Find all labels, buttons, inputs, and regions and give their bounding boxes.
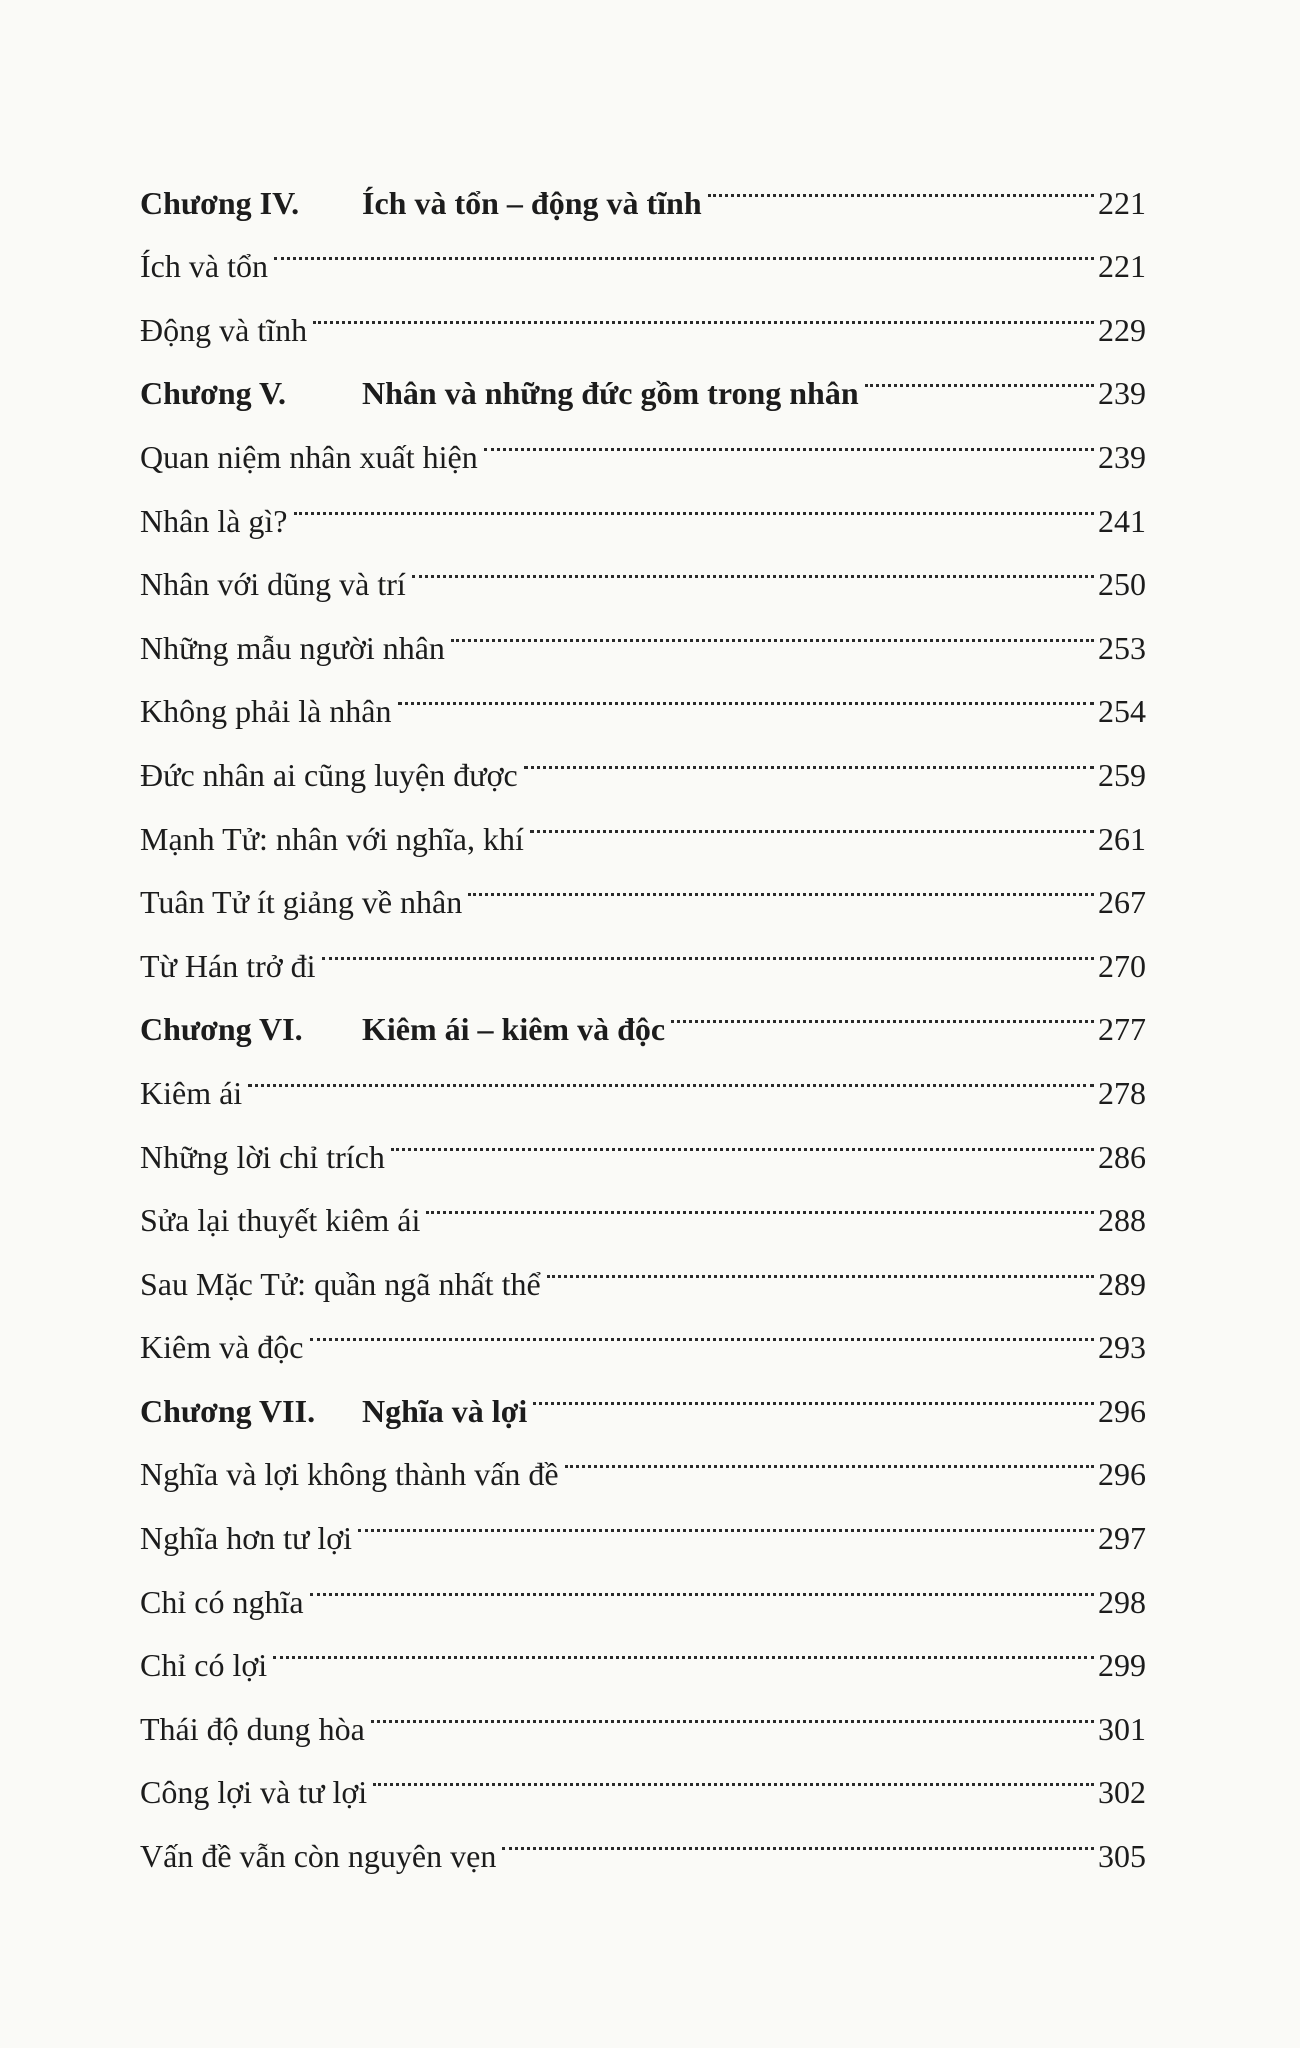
page-number: 305 xyxy=(1098,1838,1146,1875)
chapter-title: Ích và tổn – động và tĩnh xyxy=(362,184,702,221)
page-number: 293 xyxy=(1098,1329,1146,1366)
section-title: Mạnh Tử: nhân với nghĩa, khí xyxy=(140,820,524,857)
page-number: 288 xyxy=(1098,1202,1146,1239)
page-number: 296 xyxy=(1098,1392,1146,1429)
dot-leader xyxy=(671,977,1096,1041)
page-number: 239 xyxy=(1098,375,1146,412)
dot-leader xyxy=(398,659,1097,723)
dot-leader xyxy=(426,1168,1096,1232)
page-number: 221 xyxy=(1098,248,1146,285)
chapter-title: Kiêm ái – kiêm và độc xyxy=(362,1011,666,1048)
dot-leader xyxy=(294,468,1097,532)
dot-leader xyxy=(313,277,1096,341)
page-number: 250 xyxy=(1098,566,1146,603)
dot-leader xyxy=(248,1040,1096,1104)
section-title: Động và tĩnh xyxy=(140,311,308,348)
page-number: 259 xyxy=(1098,756,1146,793)
section-title: Từ Hán trở đi xyxy=(140,947,316,984)
section-title: Kiêm và độc xyxy=(140,1329,304,1366)
page-number: 241 xyxy=(1098,502,1146,539)
dot-leader xyxy=(533,1358,1096,1422)
page-number: 301 xyxy=(1098,1710,1146,1747)
page-number: 270 xyxy=(1098,947,1146,984)
toc-section-row xyxy=(140,1676,1146,1747)
section-title: Kiêm ái xyxy=(140,1074,243,1111)
section-title: Công lợi và tư lợi xyxy=(140,1774,368,1811)
dot-leader xyxy=(310,1549,1096,1613)
section-title: Những lời chỉ trích xyxy=(140,1138,385,1175)
dot-leader xyxy=(371,1676,1096,1740)
section-title: Những mẫu người nhân xyxy=(140,629,445,666)
section-title: Nhân là gì? xyxy=(140,502,288,539)
toc-section-row xyxy=(140,1613,1146,1684)
dot-leader xyxy=(565,1422,1096,1486)
dot-leader xyxy=(547,1231,1096,1295)
chapter-label: Chương VII. xyxy=(140,1392,316,1429)
dot-leader xyxy=(310,1295,1097,1359)
page-number: 299 xyxy=(1098,1647,1146,1684)
page-number: 253 xyxy=(1098,629,1146,666)
page-number: 261 xyxy=(1098,820,1146,857)
section-title: Chỉ có lợi xyxy=(140,1647,268,1684)
page-number: 286 xyxy=(1098,1138,1146,1175)
section-title: Đức nhân ai cũng luyện được xyxy=(140,756,518,793)
section-title: Quan niệm nhân xuất hiện xyxy=(140,438,478,475)
dot-leader xyxy=(273,1613,1096,1677)
section-title: Nghĩa hơn tư lợi xyxy=(140,1520,353,1557)
dot-leader xyxy=(391,1104,1096,1168)
dot-leader xyxy=(708,150,1096,214)
toc-section-row xyxy=(140,277,1146,348)
page-number: 254 xyxy=(1098,693,1146,730)
chapter-label: Chương V. xyxy=(140,375,287,412)
page-number: 239 xyxy=(1098,438,1146,475)
toc-section-row xyxy=(140,1040,1146,1111)
page-number: 278 xyxy=(1098,1074,1146,1111)
toc-section-row xyxy=(140,214,1146,285)
page-number: 229 xyxy=(1098,311,1146,348)
section-title: Sửa lại thuyết kiêm ái xyxy=(140,1202,421,1239)
chapter-label: Chương VI. xyxy=(140,1011,303,1048)
chapter-title: Nhân và những đức gồm trong nhân xyxy=(362,375,859,412)
chapter-title: Nghĩa và lợi xyxy=(362,1392,528,1429)
table-of-contents xyxy=(140,150,1146,1875)
section-title: Sau Mặc Tử: quần ngã nhất thể xyxy=(140,1265,541,1302)
dot-leader xyxy=(358,1485,1096,1549)
dot-leader xyxy=(451,595,1096,659)
page-number: 297 xyxy=(1098,1520,1146,1557)
section-title: Nghĩa và lợi không thành vấn đề xyxy=(140,1456,559,1493)
page-number: 298 xyxy=(1098,1583,1146,1620)
dot-leader xyxy=(322,913,1096,977)
dot-leader xyxy=(524,722,1096,786)
page-number: 267 xyxy=(1098,884,1146,921)
section-title: Vấn đề vẫn còn nguyên vẹn xyxy=(140,1838,497,1875)
section-title: Ích và tổn xyxy=(140,248,268,285)
toc-chapter-row xyxy=(140,150,1146,221)
page-number: 296 xyxy=(1098,1456,1146,1493)
chapter-label: Chương IV. xyxy=(140,184,300,221)
section-title: Thái độ dung hòa xyxy=(140,1710,365,1747)
dot-leader xyxy=(373,1740,1096,1804)
section-title: Nhân với dũng và trí xyxy=(140,566,406,603)
section-title: Chỉ có nghĩa xyxy=(140,1583,304,1620)
page-number: 289 xyxy=(1098,1265,1146,1302)
dot-leader xyxy=(484,404,1096,468)
page-number: 221 xyxy=(1098,184,1146,221)
section-title: Tuân Tử ít giảng về nhân xyxy=(140,884,463,921)
section-title: Không phải là nhân xyxy=(140,693,392,730)
dot-leader xyxy=(412,532,1096,596)
dot-leader xyxy=(468,850,1096,914)
dot-leader xyxy=(530,786,1096,850)
dot-leader xyxy=(502,1803,1096,1867)
dot-leader xyxy=(274,214,1096,278)
toc-section-row xyxy=(140,1104,1146,1175)
dot-leader xyxy=(865,341,1096,405)
page-number: 302 xyxy=(1098,1774,1146,1811)
page-number: 277 xyxy=(1098,1011,1146,1048)
